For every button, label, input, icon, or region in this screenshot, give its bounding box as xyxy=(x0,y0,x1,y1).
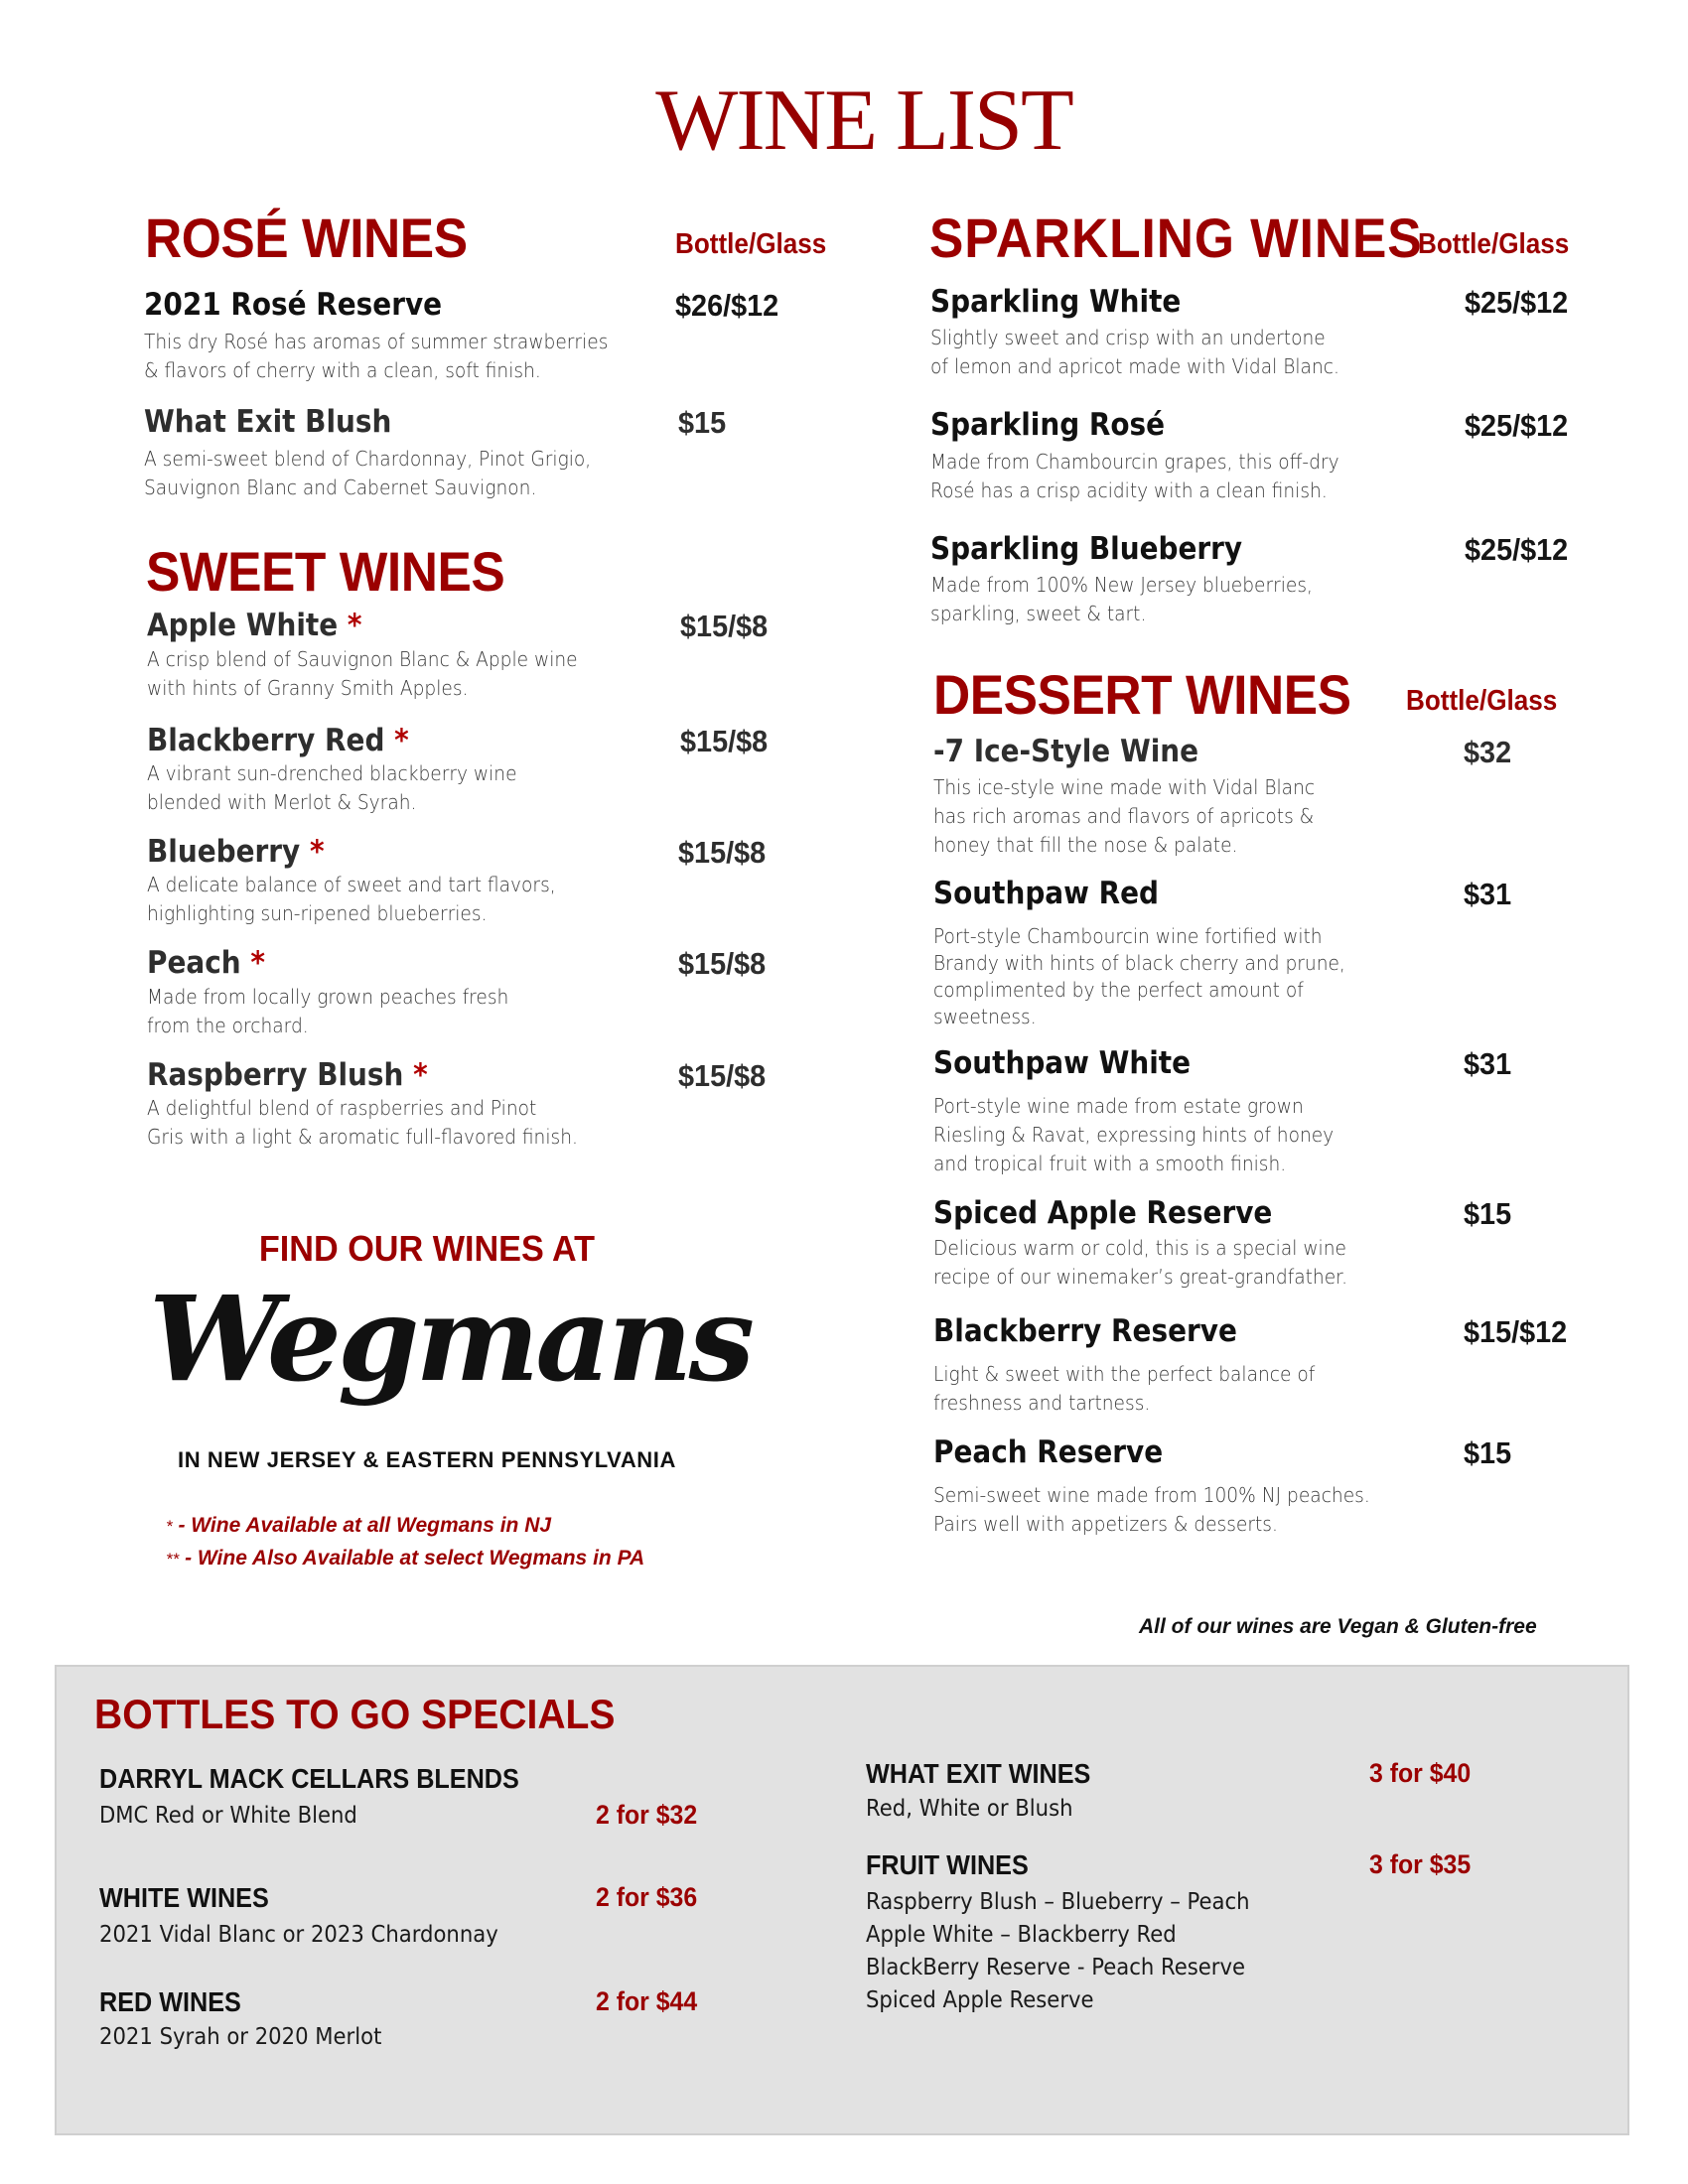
wine-name: Blueberry * xyxy=(147,834,325,870)
special-deal: 2 for $44 xyxy=(596,1986,698,2016)
special-name: WHITE WINES xyxy=(99,1882,269,1913)
double-asterisk-marker: ** xyxy=(166,1550,180,1569)
special-deal: 2 for $36 xyxy=(596,1882,698,1912)
wine-name: Apple White * xyxy=(147,608,362,643)
wine-price: $31 xyxy=(1464,1046,1512,1081)
wine-name: Blackberry Reserve xyxy=(933,1313,1237,1349)
wine-description: Light & sweet with the perfect balance of freshness and tartness. xyxy=(933,1362,1316,1415)
special-description: DMC Red or White Blend xyxy=(99,1803,357,1829)
wine-price: $15 xyxy=(678,405,727,440)
wine-name: Southpaw White xyxy=(933,1045,1192,1081)
page-title: WINE LIST xyxy=(655,72,1072,169)
wine-description: A delicate balance of sweet and tart flavors, highlighting sun-ripened blueberries. xyxy=(147,873,556,925)
dessert-section-heading: DESSERT WINES xyxy=(933,663,1351,726)
dessert-bottle-glass-label: Bottle/Glass xyxy=(1406,685,1558,717)
wine-name: What Exit Blush xyxy=(144,404,392,440)
special-description: Raspberry Blush – Blueberry – Peach Apple White – Blackberry Red BlackBerry Reserve - Peach Reserve Spiced Apple Reserve xyxy=(866,1889,1250,2013)
wine-description: Made from Chambourcin grapes, this off-dry Rosé has a crisp acidity with a clean finish. xyxy=(930,450,1339,502)
wine-description: This dry Rosé has aromas of summer strawberries & flavors of cherry with a clean, soft finish. xyxy=(144,330,609,382)
wine-price: $15 xyxy=(1464,1435,1512,1470)
wegmans-nj-marker: * xyxy=(309,834,325,870)
wine-price: $15/$8 xyxy=(680,724,769,758)
wine-description: Made from locally grown peaches fresh from the orchard. xyxy=(147,985,509,1037)
wegmans-nj-marker: * xyxy=(347,608,362,643)
wine-name: Sparkling Rosé xyxy=(930,407,1166,443)
wine-price: $15 xyxy=(1464,1196,1512,1231)
wine-description: A delightful blend of raspberries and Pinot Gris with a light & aromatic full-flavored finish. xyxy=(147,1096,578,1149)
special-description: Red, White or Blush xyxy=(866,1796,1073,1822)
special-deal: 3 for $35 xyxy=(1369,1849,1472,1879)
wine-name: Sparkling White xyxy=(930,284,1182,320)
footnote-nj: * - Wine Available at all Wegmans in NJ xyxy=(166,1514,552,1537)
wegmans-logo-text: Wegmans xyxy=(149,1270,752,1408)
wine-price: $15/$8 xyxy=(678,946,767,981)
special-name: RED WINES xyxy=(99,1986,241,2017)
wegmans-nj-marker: * xyxy=(250,945,265,981)
wine-description: Slightly sweet and crisp with an undertone of lemon and apricot made with Vidal Blanc. xyxy=(930,326,1339,378)
rose-section-heading: ROSÉ WINES xyxy=(145,206,468,269)
sparkling-section-heading: SPARKLING WINES xyxy=(929,206,1423,269)
wine-description: A vibrant sun-drenched blackberry wine blended with Merlot & Syrah. xyxy=(147,761,517,814)
wine-price: $25/$12 xyxy=(1465,532,1569,567)
wegmans-logo xyxy=(149,1270,752,1408)
wine-description: Port-style Chambourcin wine fortified with Brandy with hints of black cherry and prune, complimented by the perfect amount of sweetness. xyxy=(933,924,1345,1028)
sweet-section-heading: SWEET WINES xyxy=(146,540,505,603)
wegmans-nj-marker: * xyxy=(394,723,409,758)
footnote-pa: ** - Wine Also Available at select Wegmans in PA xyxy=(166,1547,645,1570)
special-deal: 2 for $32 xyxy=(596,1800,698,1830)
special-name: WHAT EXIT WINES xyxy=(866,1758,1091,1789)
wine-price: $25/$12 xyxy=(1465,285,1569,320)
wine-name: Southpaw Red xyxy=(933,876,1159,911)
wine-name: Sparkling Blueberry xyxy=(930,531,1243,567)
specials-heading: BOTTLES TO GO SPECIALS xyxy=(94,1691,616,1737)
special-description: 2021 Vidal Blanc or 2023 Chardonnay xyxy=(99,1922,498,1948)
wine-price: $15/$12 xyxy=(1464,1314,1568,1349)
wine-description: Delicious warm or cold, this is a special wine recipe of our winemaker’s great-grandfather. xyxy=(933,1236,1348,1289)
wine-price: $26/$12 xyxy=(675,288,779,323)
wine-name: Blackberry Red * xyxy=(147,723,409,758)
wine-name: 2021 Rosé Reserve xyxy=(144,287,443,323)
special-name: FRUIT WINES xyxy=(866,1849,1029,1880)
wine-description: Made from 100% New Jersey blueberries, sparkling, sweet & tart. xyxy=(930,573,1313,625)
find-our-wines-block xyxy=(149,1228,705,1269)
wine-description: Semi-sweet wine made from 100% NJ peaches. Pairs well with appetizers & desserts. xyxy=(933,1483,1370,1536)
wine-name: Spiced Apple Reserve xyxy=(933,1195,1273,1231)
wine-price: $15/$8 xyxy=(678,1058,767,1093)
wine-description: A crisp blend of Sauvignon Blanc & Apple wine with hints of Granny Smith Apples. xyxy=(147,647,578,700)
vegan-gluten-free-note: All of our wines are Vegan & Gluten-free xyxy=(1139,1615,1537,1638)
sparkling-bottle-glass-label: Bottle/Glass xyxy=(1418,228,1570,260)
wine-item-rose-reserve xyxy=(144,287,475,323)
wine-price: $15/$8 xyxy=(680,609,769,643)
wine-name: Raspberry Blush * xyxy=(147,1057,428,1093)
special-description: 2021 Syrah or 2020 Merlot xyxy=(99,2024,382,2050)
wine-price: $31 xyxy=(1464,877,1512,911)
rose-bottle-glass-label: Bottle/Glass xyxy=(675,228,827,260)
wine-description: This ice-style wine made with Vidal Blanc has rich aromas and flavors of apricots & honey that fill the nose & palate. xyxy=(933,775,1316,857)
wine-price: $25/$12 xyxy=(1465,408,1569,443)
wine-price: $32 xyxy=(1464,735,1512,769)
find-our-wines-heading: FIND OUR WINES AT xyxy=(258,1228,596,1269)
asterisk-marker: * xyxy=(166,1517,173,1536)
wine-description: Port-style wine made from estate grown Riesling & Ravat, expressing hints of honey and tropical fruit with a smooth finish. xyxy=(933,1094,1335,1175)
wegmans-region xyxy=(149,1447,705,1473)
wine-name: Peach Reserve xyxy=(933,1434,1164,1470)
wine-name: Peach * xyxy=(147,945,265,981)
region-text: IN NEW JERSEY & EASTERN PENNSYLVANIA xyxy=(177,1447,676,1472)
wine-name: -7 Ice-Style Wine xyxy=(933,734,1199,769)
wine-price: $15/$8 xyxy=(678,835,767,870)
wine-description: A semi-sweet blend of Chardonnay, Pinot Grigio, Sauvignon Blanc and Cabernet Sauvignon. xyxy=(144,447,592,499)
special-name: DARRYL MACK CELLARS BLENDS xyxy=(99,1763,519,1794)
special-deal: 3 for $40 xyxy=(1369,1758,1472,1788)
wegmans-nj-marker: * xyxy=(413,1057,428,1093)
